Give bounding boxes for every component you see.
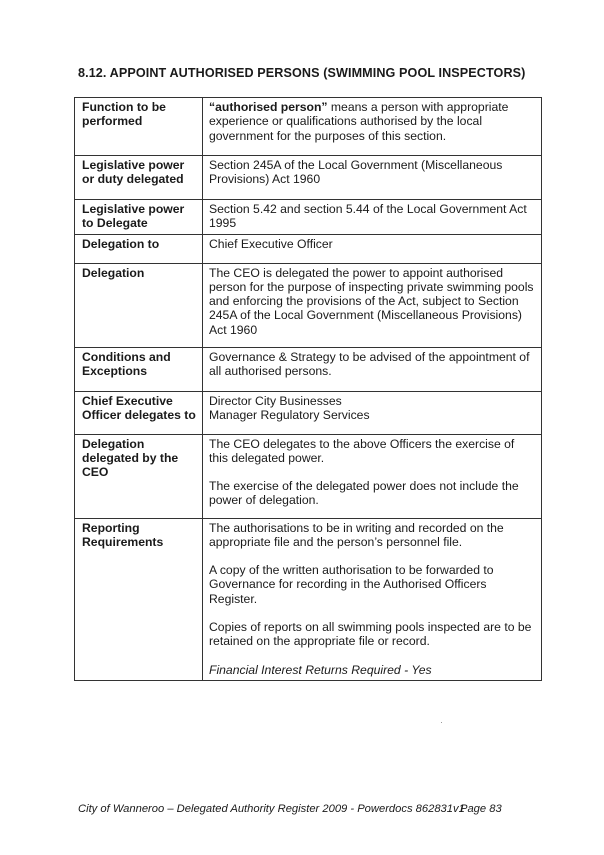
footer-page-value: 83	[489, 803, 502, 815]
row-label: Conditions and Exceptions	[75, 347, 203, 391]
row-label: Delegation delegated by the CEO	[75, 434, 203, 518]
table-row	[75, 156, 542, 200]
table-row	[75, 434, 542, 518]
row-label: Legislative power or duty delegated	[75, 156, 203, 200]
table-row	[75, 347, 542, 391]
row-paragraph: Section 5.42 and section 5.44 of the Local Government Act 1995	[209, 202, 527, 231]
row-label: Delegation to	[75, 234, 203, 263]
table-row	[75, 200, 542, 235]
row-content	[203, 434, 542, 518]
row-label: Function to be performed	[75, 98, 203, 156]
footer-page-label: Page	[460, 803, 490, 815]
footer-document-title: City of Wanneroo – Delegated Authority Register 2009 - Powerdocs 862831v1	[78, 803, 465, 815]
row-label: Delegation	[75, 263, 203, 347]
row-paragraph: The CEO delegates to the above Officers the exercise of this delegated power.	[209, 436, 515, 465]
row-paragraph: Section 245A of the Local Government (Miscellaneous Provisions) Act 1960	[209, 158, 503, 187]
row-label: Reporting Requirements	[75, 518, 203, 680]
row-paragraph: The CEO is delegated the power to appoint authorised person for the purpose of inspecting private swimming pools and enforcing the provisions of the Act, subject to Section 245A of the Local Government (Miscellaneous Provisions) Act 1960	[209, 265, 534, 337]
row-content	[203, 234, 542, 263]
row-paragraph: The authorisations to be in writing and recorded on the appropriate file and the person’s personnel file.	[209, 520, 504, 549]
defined-term: “authorised person”	[209, 100, 328, 114]
financial-interest-note: Financial Interest Returns Required - Yes	[209, 662, 432, 677]
row-content	[203, 518, 542, 680]
scan-speck	[441, 722, 442, 723]
row-label: Chief Executive Officer delegates to	[75, 391, 203, 434]
row-label: Legislative power to Delegate	[75, 200, 203, 235]
page-footer	[78, 803, 502, 815]
row-content	[203, 347, 542, 391]
footer-page-number	[460, 803, 502, 815]
definition-text: means a person with appropriate experience or qualifications authorised by the local government for the purposes of this section.	[209, 100, 509, 143]
table-row	[75, 263, 542, 347]
row-paragraph: The exercise of the delegated power does not include the power of delegation.	[209, 479, 519, 508]
row-paragraph: Copies of reports on all swimming pools inspected are to be retained on the appropriate file or record.	[209, 620, 532, 649]
row-content	[203, 156, 542, 200]
table-row	[75, 98, 542, 156]
row-paragraph	[209, 100, 535, 143]
delegate-line: Manager Regulatory Services	[209, 407, 370, 422]
section-heading: 8.12. APPOINT AUTHORISED PERSONS (SWIMMING POOL INSPECTORS)	[78, 66, 526, 80]
row-content	[203, 263, 542, 347]
table-row	[75, 518, 542, 680]
delegate-line: Director City Businesses	[209, 393, 342, 408]
row-paragraph: Governance & Strategy to be advised of the appointment of all authorised persons.	[209, 349, 530, 378]
row-paragraph: Chief Executive Officer	[209, 236, 333, 251]
row-content	[203, 200, 542, 235]
row-paragraph: A copy of the written authorisation to be forwarded to Governance for recording in the Authorised Officers Register.	[209, 563, 494, 606]
row-content	[203, 391, 542, 434]
row-content	[203, 98, 542, 156]
table-row	[75, 391, 542, 434]
table-row	[75, 234, 542, 263]
delegation-table	[74, 97, 542, 681]
